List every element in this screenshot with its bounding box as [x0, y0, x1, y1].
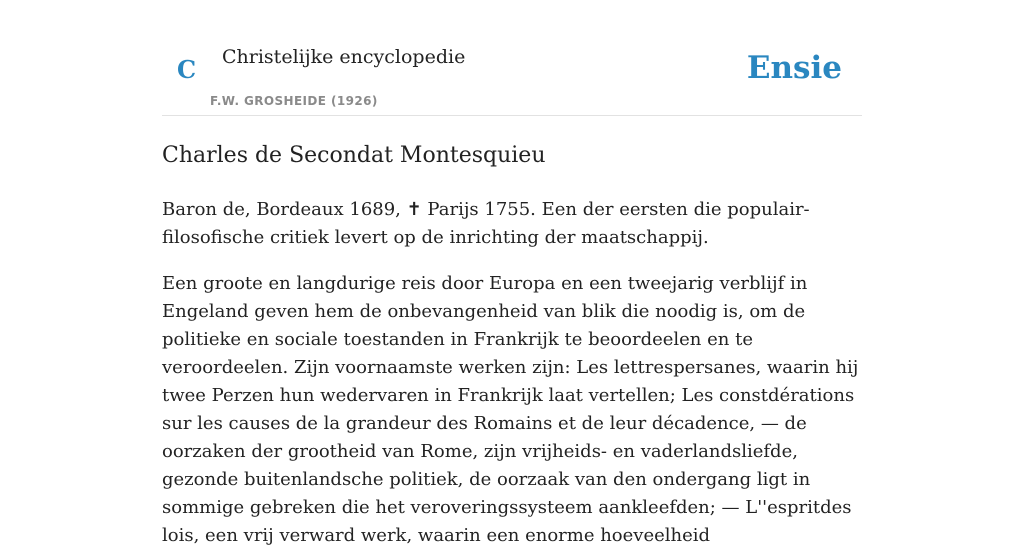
site-header: [162, 0, 862, 116]
encyclopedia-title[interactable]: Christelijke encyclopedie: [222, 46, 466, 68]
ensie-brand-link[interactable]: Ensie: [746, 50, 842, 86]
article-paragraph-1: Baron de, Bordeaux 1689, ✝ Parijs 1755. Een der eersten die populair-filosofische critiek levert op de inrichting der maatschappij.: [162, 199, 810, 248]
article-paragraph-2: Een groote en langdurige reis door Europa en een tweejarig verblijf in Engeland geven hem de onbevangenheid van blik die noodig is, om de politieke en sociale toestanden in Frankrijk te beoordeelen en te veroordeelen. Zijn voornaamste werken zijn: Les lettrespersanes, waarin hij twee Perzen hun wedervaren in Frankrijk laat vertellen; Les constdérations sur les causes de la grandeur des Romains et de leur décadence, — de oorzaken der grootheid van Rome, zijn vrijheids- en vaderlandsliefde, gezonde buitenlandsche politiek, de oorzaak van den ondergang ligt in sommige gebreken die het veroveringssysteem aankleefden; — L''espritdes lois, een vrij verward werk, waarin een enorme hoeveelheid: [162, 273, 859, 546]
page-container: [162, 0, 862, 550]
article-title: Charles de Secondat Montesquieu: [162, 143, 546, 168]
author-byline: F.W. GROSHEIDE (1926): [210, 94, 378, 108]
encyclopedia-logo-icon[interactable]: C: [177, 55, 197, 84]
